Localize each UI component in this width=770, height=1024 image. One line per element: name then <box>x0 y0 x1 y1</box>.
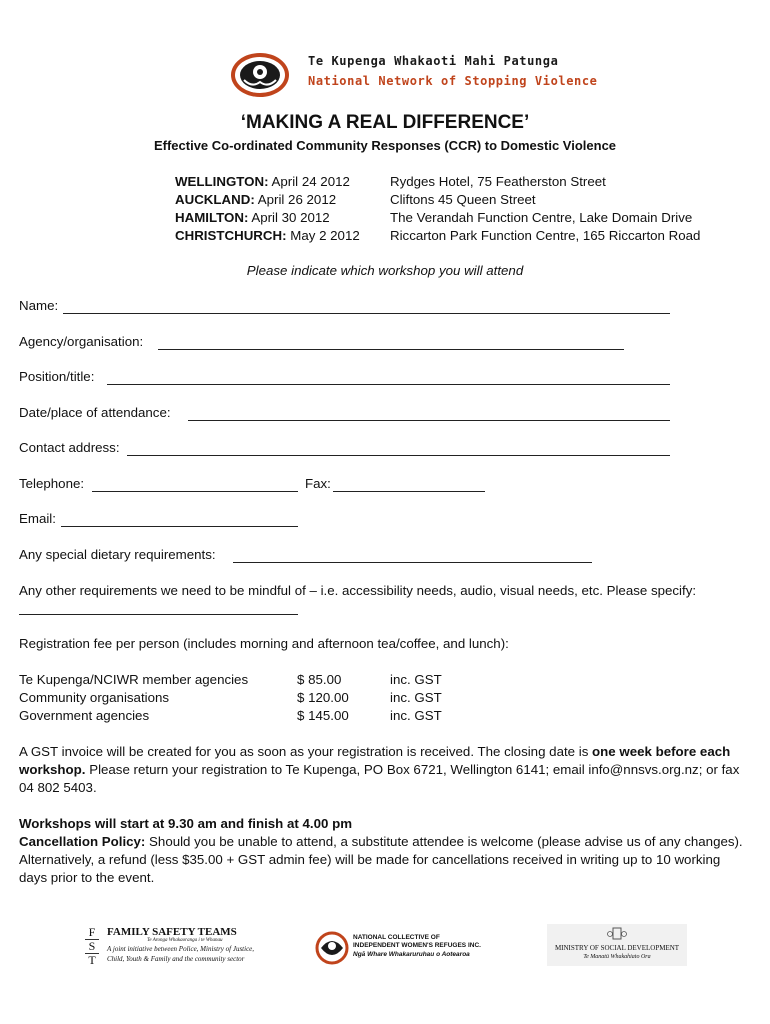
page-subtitle: Effective Co-ordinated Community Responses (CCR) to Domestic Violence <box>153 138 617 153</box>
name-field[interactable] <box>63 313 670 314</box>
agency-field[interactable] <box>158 349 624 350</box>
venue-auckland: Cliftons 45 Queen Street <box>390 192 536 207</box>
workshop-times: Workshops will start at 9.30 am and finish at 4.00 pm <box>19 816 353 831</box>
telephone-field[interactable] <box>92 491 298 492</box>
date-place-label: Date/place of attendance: <box>19 405 171 420</box>
fee-amount-community: $ 120.00 <box>297 690 349 705</box>
koru-logo-icon <box>230 50 294 100</box>
date-place-field[interactable] <box>188 420 670 421</box>
msd-logo: MINISTRY OF SOCIAL DEVELOPMENT Te Manatū Whakahiato Ora <box>547 924 687 966</box>
refuge-emblem-icon <box>315 930 349 966</box>
agency-label: Agency/organisation: <box>19 334 144 349</box>
fee-label-member: Te Kupenga/NCIWR member agencies <box>19 672 249 687</box>
workshop-christchurch: CHRISTCHURCH: May 2 2012 <box>175 228 360 243</box>
fee-label-government: Government agencies <box>19 708 150 723</box>
fee-amount-member: $ 85.00 <box>297 672 342 687</box>
dietary-label: Any special dietary requirements: <box>19 547 216 562</box>
page-title: ‘MAKING A REAL DIFFERENCE’ <box>240 112 530 133</box>
workshop-hamilton: HAMILTON: April 30 2012 <box>175 210 330 225</box>
email-field[interactable] <box>61 526 298 527</box>
fax-field[interactable] <box>333 491 485 492</box>
position-label: Position/title: <box>19 369 95 384</box>
fee-tax-community: inc. GST <box>390 690 442 705</box>
cancellation-policy: Cancellation Policy: Should you be unable to attend, a substitute attendee is welcome (please advise us of any changes). Alternatively, a refund (less $35.00 + GST admin fee) will be made for cancellations received in writing up to 10 working days prior to the event. <box>19 834 743 885</box>
workshop-auckland: AUCKLAND: April 26 2012 <box>175 192 337 207</box>
contact-label: Contact address: <box>19 440 120 455</box>
fee-tax-government: inc. GST <box>390 708 442 723</box>
other-requirements-label: Any other requirements we need to be mindful of – i.e. accessibility needs, audio, visual needs, etc. Please specify: <box>19 583 697 598</box>
name-label: Name: <box>19 298 59 313</box>
email-label: Email: <box>19 511 56 526</box>
fee-amount-government: $ 145.00 <box>297 708 349 723</box>
venue-wellington: Rydges Hotel, 75 Featherston Street <box>390 174 606 189</box>
contact-field[interactable] <box>127 455 670 456</box>
nciwr-logo: NATIONAL COLLECTIVE OF INDEPENDENT WOMEN'S REFUGES INC. Ngā Whare Whakaruruhau o Aotearoa <box>315 930 505 970</box>
dietary-field[interactable] <box>233 562 592 563</box>
te-kupenga-logo <box>230 50 598 100</box>
coat-of-arms-icon <box>607 926 627 942</box>
fax-label: Fax: <box>305 476 331 491</box>
gst-paragraph: A GST invoice will be created for you as soon as your registration is received. The closing date is one week before each workshop. Please return your registration to Te Kupenga, PO Box 6721, Wellington 6141; email info@nnsvs.org.nz; or fax 04 802 5403. <box>19 744 740 795</box>
venue-christchurch: Riccarton Park Function Centre, 165 Riccarton Road <box>390 228 701 243</box>
position-field[interactable] <box>107 384 670 385</box>
fee-label-community: Community organisations <box>19 690 170 705</box>
workshop-wellington: WELLINGTON: April 24 2012 <box>175 174 350 189</box>
venue-hamilton: The Verandah Function Centre, Lake Domain Drive <box>390 210 693 225</box>
fee-heading: Registration fee per person (includes morning and afternoon tea/coffee, and lunch): <box>19 636 509 651</box>
workshop-instruction: Please indicate which workshop you will attend <box>246 263 524 278</box>
logo-text-maori: Te Kupenga Whakaoti Mahi Patunga <box>308 54 559 68</box>
other-requirements-field[interactable] <box>19 614 298 615</box>
fee-tax-member: inc. GST <box>390 672 442 687</box>
family-safety-teams-logo: F S T FAMILY SAFETY TEAMS Te Aronga Whakaoranga i te Whanau A joint initiative between Police, Ministry of Justice, Child, Youth & Family and the community sector <box>85 926 260 968</box>
logo-text-english: National Network of Stopping Violence <box>308 74 598 88</box>
telephone-label: Telephone: <box>19 476 85 491</box>
